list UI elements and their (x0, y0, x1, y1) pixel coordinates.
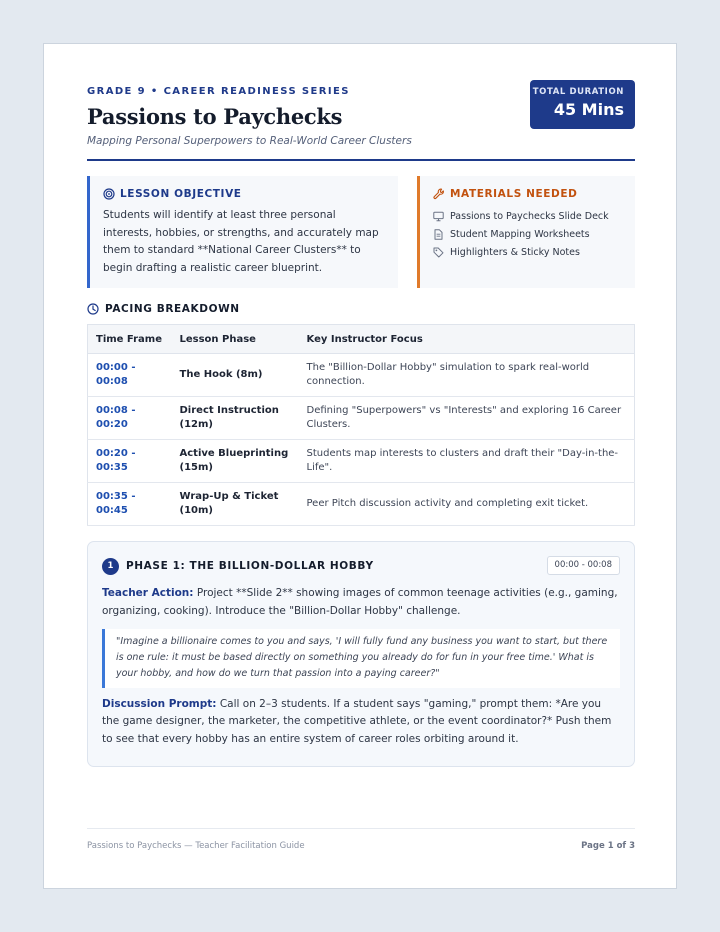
table-row (88, 354, 635, 397)
time-frame-cell: 00:08 - 00:20 (88, 397, 172, 440)
footer-title: Passions to Paychecks — Teacher Facilitation Guide (87, 841, 305, 851)
phase-1-title: PHASE 1: THE BILLION-DOLLAR HOBBY (126, 560, 374, 572)
target-icon (103, 188, 115, 200)
lesson-phase-cell: The Hook (8m) (172, 354, 299, 397)
discussion-prompt (102, 696, 620, 749)
objective-heading (103, 188, 388, 200)
monitor-icon (433, 211, 444, 222)
page-number: Page 1 of 3 (581, 841, 635, 851)
phase-1-header (102, 556, 620, 576)
column-header: Time Frame (88, 325, 172, 354)
material-label: Student Mapping Worksheets (450, 228, 590, 240)
instructor-focus-cell: Students map interests to clusters and draft their "Day-in-the-Life". (299, 440, 635, 483)
header-divider (87, 159, 635, 161)
lesson-phase-cell: Active Blueprinting (15m) (172, 440, 299, 483)
table-header-row (88, 325, 635, 354)
column-header: Key Instructor Focus (299, 325, 635, 354)
instructor-focus-cell: Peer Pitch discussion activity and completing exit ticket. (299, 483, 635, 526)
material-label: Passions to Paychecks Slide Deck (450, 210, 609, 222)
phase-number-badge: 1 (102, 558, 119, 575)
objective-heading-text: LESSON OBJECTIVE (120, 188, 242, 200)
time-frame-cell: 00:20 - 00:35 (88, 440, 172, 483)
table-row (88, 440, 635, 483)
pacing-heading (87, 303, 240, 315)
teacher-action (102, 585, 620, 620)
instructor-focus-cell: The "Billion-Dollar Hobby" simulation to spark real-world connection. (299, 354, 635, 397)
duration-badge (530, 80, 635, 129)
lesson-phase-cell: Wrap-Up & Ticket (10m) (172, 483, 299, 526)
page-content (87, 44, 635, 888)
time-frame-cell: 00:35 - 00:45 (88, 483, 172, 526)
page-subtitle: Mapping Personal Superpowers to Real-World Career Clusters (87, 135, 412, 147)
phase-1-time-badge: 00:00 - 00:08 (547, 556, 620, 575)
table-row (88, 397, 635, 440)
material-label: Highlighters & Sticky Notes (450, 246, 580, 258)
pacing-heading-text: PACING BREAKDOWN (105, 303, 240, 315)
objective-card (87, 176, 398, 288)
duration-value: 45 Mins (553, 100, 624, 119)
material-item (433, 207, 627, 225)
materials-heading (433, 188, 627, 200)
time-frame-cell: 00:00 - 00:08 (88, 354, 172, 397)
tag-icon (433, 247, 444, 258)
page-title: Passions to Paychecks (87, 104, 343, 129)
phase-1-card (87, 541, 635, 767)
instructor-focus-cell: Defining "Superpowers" vs "Interests" and exploring 16 Career Clusters. (299, 397, 635, 440)
table-row (88, 483, 635, 526)
footer-divider (87, 828, 635, 829)
material-item (433, 243, 627, 261)
document-page (43, 43, 677, 889)
discussion-prompt-label: Discussion Prompt: (102, 697, 217, 710)
materials-card (417, 176, 635, 288)
teacher-script-quote: "Imagine a billionaire comes to you and says, 'I will fully fund any business you want to start, but there is one rule: it must be based directly on something you already do for fun in your free time.' What is your hobby, and how do we turn that passion into a paying career?" (102, 629, 620, 688)
pacing-table (87, 324, 635, 526)
teacher-action-label: Teacher Action: (102, 587, 194, 599)
materials-heading-text: MATERIALS NEEDED (450, 188, 578, 200)
document-icon (433, 229, 444, 240)
wrench-icon (433, 188, 445, 200)
column-header: Lesson Phase (172, 325, 299, 354)
materials-list (433, 207, 627, 261)
duration-label: TOTAL DURATION (532, 87, 624, 97)
objective-text: Students will identify at least three personal interests, hobbies, or strengths, and accurately map them to standard **National Career Clusters** to begin drafting a realistic career blueprint. (103, 209, 379, 274)
clock-icon (87, 303, 99, 315)
lesson-phase-cell: Direct Instruction (12m) (172, 397, 299, 440)
teacher-action-text: Project **Slide 2** showing images of common teenage activities (e.g., gaming, organizing, cooking). Introduce the "Billion-Dollar Hobby" challenge. (102, 587, 618, 617)
discussion-prompt-text: Call on 2–3 students. If a student says "gaming," prompt them: *Are you the game designer, the marketer, the competitive athlete, or the event coordinator?* Push them to see that every hobby has an entire system of career roles orbiting around it. (102, 697, 612, 745)
material-item (433, 225, 627, 243)
series-label: GRADE 9 • CAREER READINESS SERIES (87, 86, 350, 97)
